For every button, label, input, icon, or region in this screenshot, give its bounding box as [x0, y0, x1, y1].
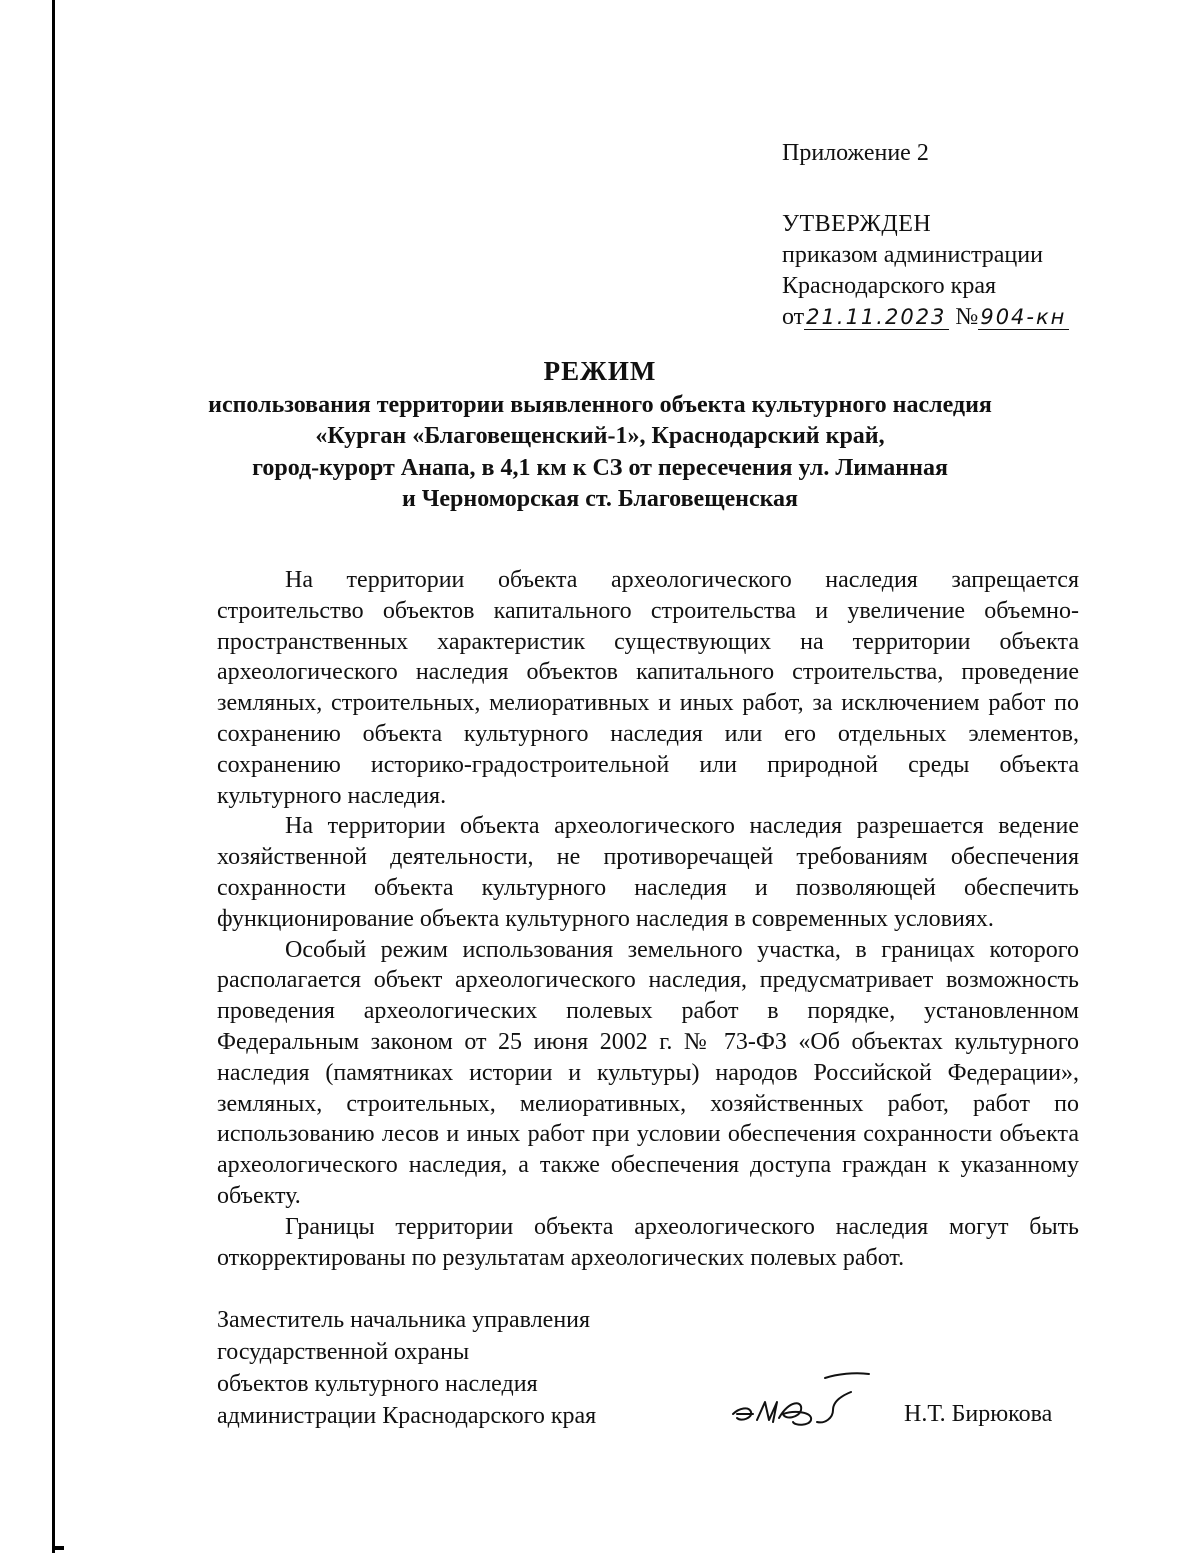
title-line: «Курган «Благовещенский-1», Краснодарский край, [315, 423, 885, 449]
order-number-sign: № [955, 304, 979, 330]
paragraph-special-regime: Особый режим использования земельного участка, в границах которого располагается объект археологического наследия, предусматривает возможность проведения археологических полевых работ в порядке, установленном Федеральным законом от 25 июня 2002 г. № 73-ФЗ «Об объектах культурного наследия (памятниках истории и культуры) народов Российской Федерации», земляных, строительных, мелиоративных, хозяйственных работ, работ по использованию лесов и иных работ при условии обеспечения сохранности объекта археологического наследия, а также обеспечения доступа граждан к указанному объекту. [217, 936, 1079, 1209]
signer-name: Н.Т. Бирюкова [904, 1401, 1053, 1427]
title-line: город-курорт Анапа, в 4,1 км к СЗ от пересечения ул. Лиманная [252, 454, 948, 481]
signer-position-line: государственной охраны [217, 1339, 470, 1365]
title-line: и Черноморская ст. Благовещенская [401, 486, 799, 512]
handwritten-signature-icon [729, 1370, 889, 1434]
approved-heading: УТВЕРЖДЕН [782, 211, 932, 237]
document-body [217, 565, 1079, 1273]
appendix-label: Приложение 2 [782, 140, 929, 166]
order-number: 904-кн [978, 305, 1069, 330]
paragraph-permissions: На территории объекта археологического наследия разрешается ведение хозяйственной деятельности, не противоречащей требованиям обеспечения сохранности объекта культурного наследия и позволяющей обеспечить функционирование объекта культурного наследия в современных условиях. [217, 813, 1079, 932]
paragraph-prohibitions: На территории объекта археологического наследия запрещается строительство объектов капитального строительства и увеличение объемно-пространственных характеристик существующих на территории объекта археологического наследия объектов капитального строительства, проведение земляных, строительных, мелиоративных и иных работ, за исключением работ по сохранению объекта культурного наследия или его отдельных элементов, сохранению историко-градостроительной или природной среды объекта культурного наследия. [217, 567, 1079, 809]
signer-position-line: объектов культурного наследия [217, 1371, 538, 1397]
title-line: использования территории выявленного объекта культурного наследия [208, 391, 992, 418]
scan-left-edge [52, 0, 55, 1553]
order-line [782, 302, 1182, 333]
document-title [180, 356, 1020, 516]
signer-position-line: администрации Краснодарского края [217, 1403, 597, 1429]
signer-position-line: Заместитель начальника управления [217, 1307, 591, 1333]
scan-corner-mark [52, 1546, 64, 1550]
approval-line: Краснодарского края [782, 273, 997, 299]
order-date: 21.11.2023 [804, 305, 949, 330]
approval-stamp-block [782, 138, 1182, 333]
paragraph-boundaries: Границы территории объекта археологического наследия могут быть откорректированы по результатам археологических полевых работ. [217, 1213, 1079, 1271]
title-heading: РЕЖИМ [543, 356, 657, 386]
order-prefix: от [782, 304, 805, 330]
signature-block [217, 1304, 1097, 1432]
approval-line: приказом администрации [782, 242, 1043, 268]
